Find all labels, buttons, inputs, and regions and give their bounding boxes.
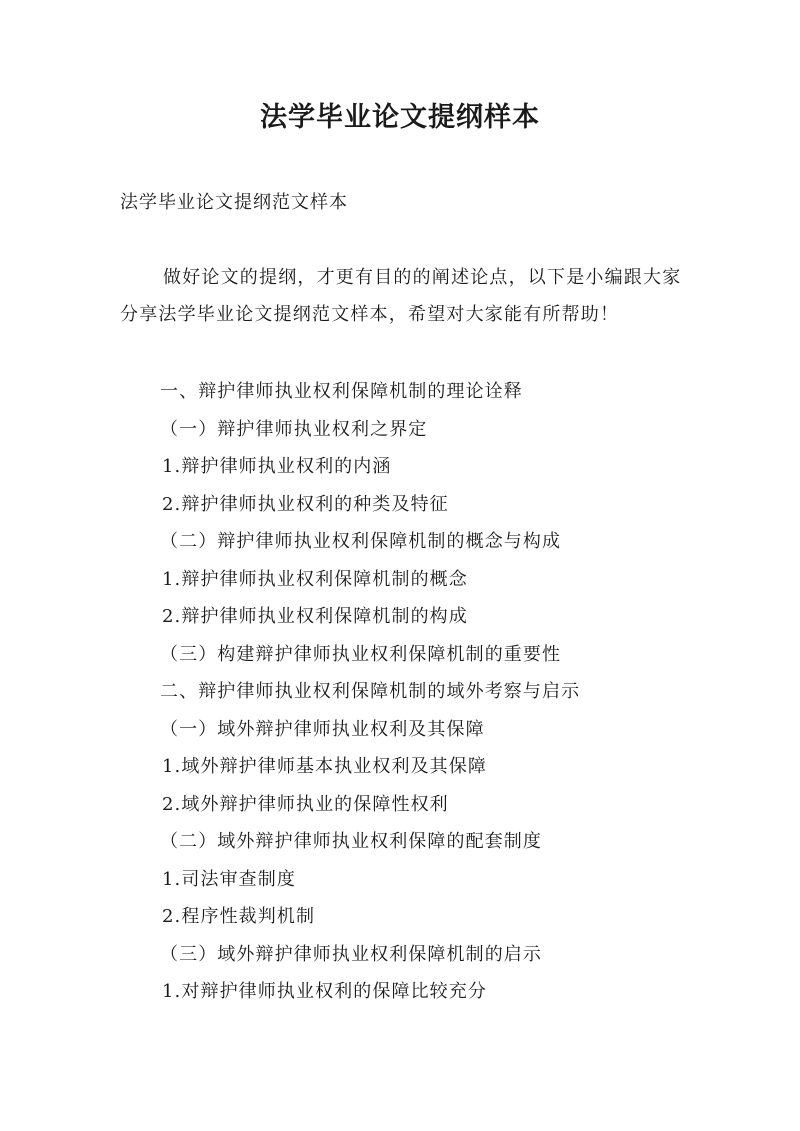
outline-heading-1: 一、辩护律师执业权利保障机制的理论诠释: [160, 381, 523, 402]
outline-item-1-1-1: 1.辩护律师执业权利的内涵: [162, 456, 392, 477]
intro-paragraph: 做好论文的提纲，才更有目的的阐述论点，以下是小编跟大家分享法学毕业论文提纲范文样本，希望对大家能有所帮助！: [120, 267, 682, 325]
outline-heading-2: 二、辩护律师执业权利保障机制的域外考察与启示: [160, 681, 581, 702]
outline-item-2-1-1: 1.域外辩护律师基本执业权利及其保障: [162, 756, 487, 777]
outline-item-2-3-1: 1.对辩护律师执业权利的保障比较充分: [162, 981, 487, 1002]
outline-section-2-3: （三）域外辩护律师执业权利保障机制的启示: [160, 943, 542, 965]
document-subtitle: 法学毕业论文提纲范文样本: [120, 192, 348, 213]
outline-item-1-1-2: 2.辩护律师执业权利的种类及特征: [162, 493, 449, 515]
outline-list: [160, 373, 580, 1011]
outline-item-1-2-1: 1.辩护律师执业权利保障机制的概念: [162, 568, 468, 590]
page-title: 法学毕业论文提纲样本: [260, 102, 540, 133]
outline-section-2-1: （一）域外辩护律师执业权利及其保障: [160, 718, 485, 740]
outline-item-2-2-2: 2.程序性裁判机制: [162, 906, 316, 927]
outline-section-1-1: （一）辩护律师执业权利之界定: [160, 418, 428, 440]
outline-section-2-2: （二）域外辩护律师执业权利保障的配套制度: [160, 831, 542, 852]
outline-item-2-2-1: 1.司法审查制度: [162, 868, 296, 890]
outline-section-1-3: （三）构建辩护律师执业权利保障机制的重要性: [160, 643, 562, 665]
outline-item-2-1-2: 2.域外辩护律师执业的保障性权利: [162, 793, 449, 815]
outline-item-1-2-2: 2.辩护律师执业权利保障机制的构成: [162, 606, 468, 627]
outline-section-1-2: （二）辩护律师执业权利保障机制的概念与构成: [160, 531, 562, 552]
